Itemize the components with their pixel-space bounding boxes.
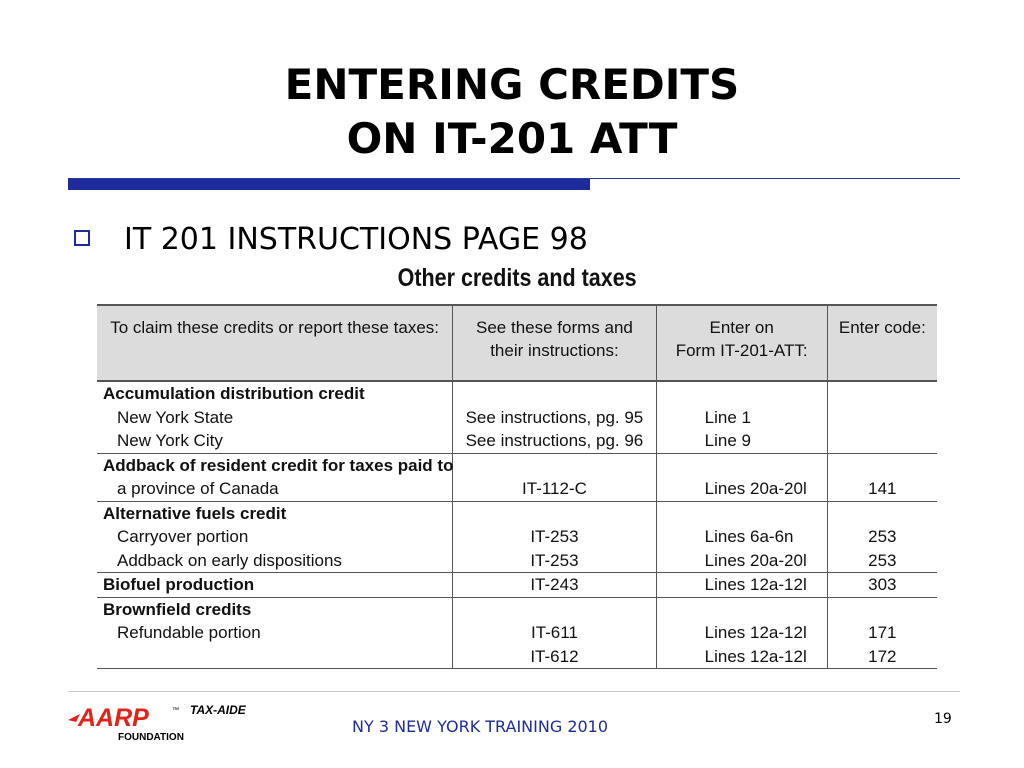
aarp-tax-aide-logo (68, 700, 288, 748)
cell-code-line: 172 (868, 646, 897, 666)
cell-claim-line: New York City (117, 431, 223, 450)
cell-forms (453, 597, 656, 669)
cell-code-line: 253 (868, 550, 897, 570)
cell-forms (453, 501, 656, 573)
cell-code-line: 303 (868, 575, 897, 594)
slide-title (0, 58, 1024, 166)
cell-forms (453, 381, 656, 453)
cell-code-line (834, 429, 931, 453)
cell-claim (97, 597, 453, 669)
cell-code (827, 597, 937, 669)
cell-code-line: 253 (868, 527, 897, 546)
cell-code (827, 573, 937, 598)
cell-forms-line (459, 598, 649, 622)
table-row (97, 573, 937, 598)
footer-text: NY 3 NEW YORK TRAINING 2010 (352, 717, 609, 736)
header-claim-text: To claim these credits or report these taxes: (110, 318, 440, 337)
cell-claim-line: Accumulation distribution credit (103, 384, 365, 403)
cell-claim-line: Refundable portion (117, 623, 261, 642)
cell-claim-line (103, 645, 446, 669)
cell-forms-line: IT-253 (530, 550, 579, 570)
cell-enter-on (656, 573, 827, 598)
cell-claim-line: a province of Canada (117, 479, 279, 498)
cell-enter-on-line: Lines 12a-12l (704, 646, 807, 666)
cell-claim (97, 381, 453, 453)
cell-code-line (834, 382, 931, 406)
table-row (97, 501, 937, 573)
table-row (97, 381, 937, 453)
cell-enter-on-line: Lines 12a-12l (704, 623, 807, 642)
cell-enter-on-line: Lines 6a-6n (704, 527, 794, 546)
cell-claim-line: Brownfield credits (103, 599, 252, 619)
cell-claim (97, 501, 453, 573)
cell-code-line (834, 406, 931, 430)
header-forms-line2: their instructions: (490, 341, 619, 360)
credits-table-image (97, 304, 937, 674)
cell-enter-on (656, 597, 827, 669)
cell-code-line: 171 (868, 623, 897, 642)
cell-claim-line: Biofuel production (103, 575, 255, 594)
cell-forms-line (459, 454, 649, 478)
table-row (97, 453, 937, 501)
bullet-text: IT 201 INSTRUCTIONS PAGE 98 (124, 222, 588, 257)
cell-claim-line: Alternative fuels credit (103, 503, 287, 523)
cell-enter-on-line (705, 454, 821, 478)
cell-enter-on-line: Line 9 (704, 431, 751, 450)
logo-trademark: ™ (172, 707, 179, 714)
header-enter-on-line2: Form IT-201-ATT: (675, 341, 808, 360)
square-bullet-icon (74, 230, 90, 246)
cell-code (827, 453, 937, 501)
header-forms (453, 305, 656, 381)
cell-forms-line: IT-243 (530, 575, 579, 594)
cell-code-line: 141 (868, 479, 897, 498)
cell-forms-line: IT-253 (530, 527, 579, 546)
cell-forms-line (459, 502, 649, 526)
title-line-2: ON IT-201 ATT (346, 114, 678, 163)
cell-enter-on-line (705, 598, 821, 622)
cell-forms (453, 573, 656, 598)
title-line-1: ENTERING CREDITS (284, 60, 740, 109)
logo-program: TAX-AIDE (190, 703, 246, 717)
logo-brand: AARP (78, 704, 149, 732)
cell-code (827, 501, 937, 573)
cell-code (827, 381, 937, 453)
cell-enter-on-line: Lines 20a-20l (704, 550, 807, 570)
cell-claim-line: Addback on early dispositions (117, 550, 342, 570)
table-title: Other credits and taxes (397, 264, 637, 292)
cell-claim (97, 573, 453, 598)
cell-forms-line: See instructions, pg. 96 (465, 431, 644, 450)
footer-divider (68, 691, 960, 692)
cell-claim-line: Addback of resident credit for taxes paid to (103, 455, 454, 475)
cell-enter-on (656, 453, 827, 501)
cell-enter-on-line (705, 502, 821, 526)
cell-enter-on-line (705, 382, 821, 406)
table-row (97, 597, 937, 669)
cell-forms-line: See instructions, pg. 95 (465, 407, 644, 427)
cell-claim-line: Carryover portion (117, 527, 249, 546)
header-enter-on-line1: Enter on (709, 318, 774, 337)
cell-enter-on (656, 381, 827, 453)
cell-enter-on-line: Line 1 (704, 407, 751, 427)
cell-claim-line: New York State (117, 407, 234, 427)
cell-enter-on (656, 501, 827, 573)
cell-forms (453, 453, 656, 501)
cell-forms-line: IT-611 (530, 623, 578, 642)
page-number: 19 (934, 711, 952, 727)
cell-enter-on-line: Lines 12a-12l (704, 575, 807, 594)
title-divider-thick (68, 179, 590, 190)
cell-forms-line (459, 382, 649, 406)
credits-table (97, 304, 937, 669)
cell-code-line (834, 502, 931, 526)
cell-code-line (834, 454, 931, 478)
header-enter-on (656, 305, 827, 381)
header-forms-line1: See these forms and (476, 318, 633, 337)
header-code-text: Enter code: (838, 318, 926, 337)
cell-claim (97, 453, 453, 501)
logo-foundation: FOUNDATION (118, 732, 184, 743)
cell-code-line (834, 598, 931, 622)
cell-forms-line: IT-112-C (522, 479, 587, 498)
table-header-row (97, 305, 937, 381)
header-claim (97, 305, 453, 381)
cell-enter-on-line: Lines 20a-20l (704, 479, 807, 498)
cell-forms-line: IT-612 (530, 646, 579, 666)
header-code (827, 305, 937, 381)
